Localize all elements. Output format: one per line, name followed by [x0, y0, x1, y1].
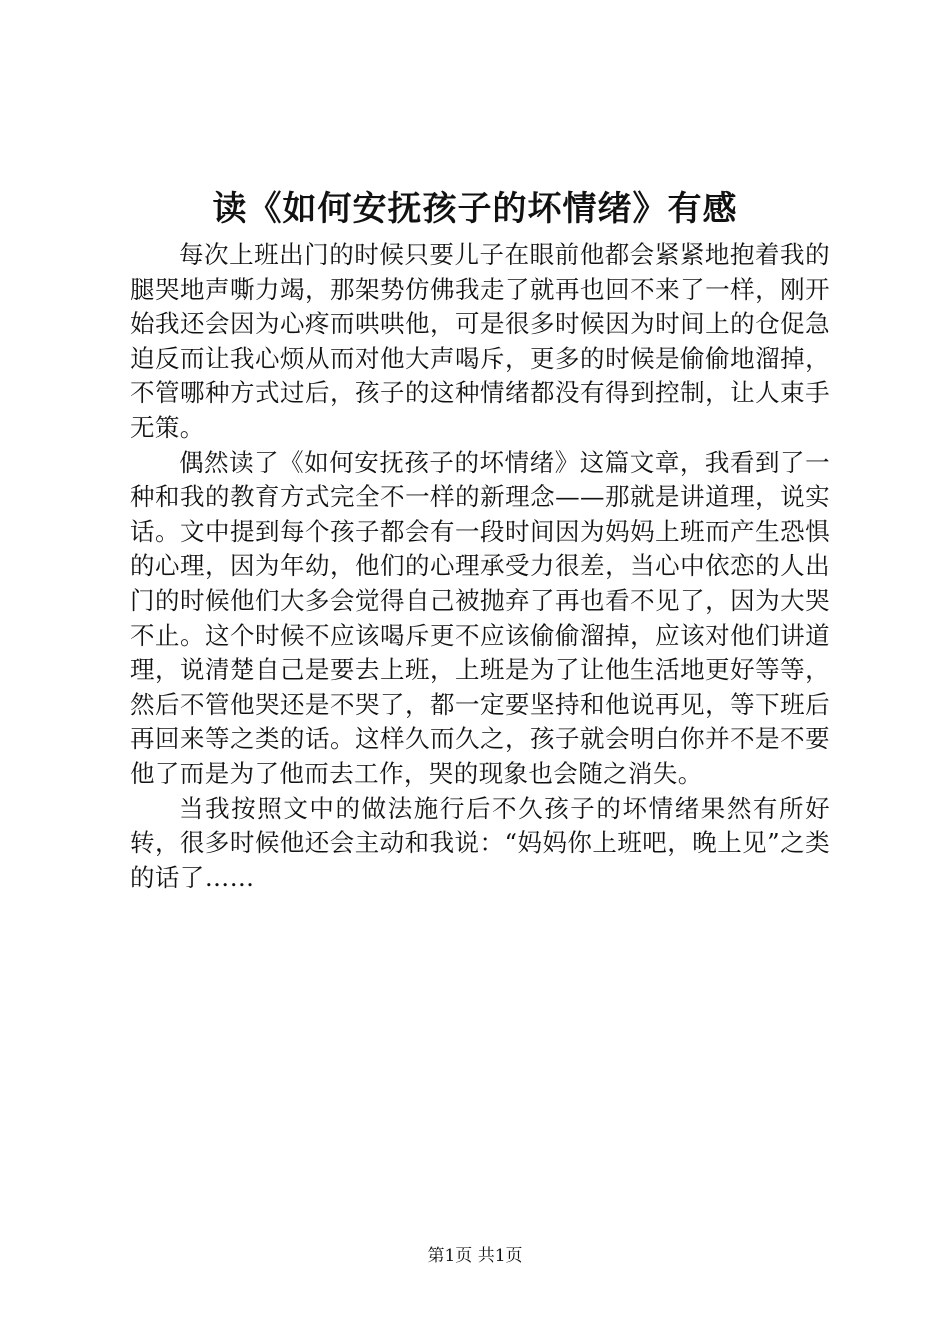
paragraph-1: 每次上班出门的时候只要儿子在眼前他都会紧紧地抱着我的腿哭地声嘶力竭，那架势仿佛我走了就再也回不来了一样，刚开始我还会因为心疼而哄哄他，可是很多时候因为时间上的仓促急迫反而让我心烦从而对他大声喝斥，更多的时候是偷偷地溜掉，不管哪种方式过后，孩子的这种情绪都没有得到控制，让人束手无策。 — [130, 240, 830, 442]
page-footer: 第1页 共1页 — [427, 1246, 523, 1266]
paragraph-2: 偶然读了《如何安抚孩子的坏情绪》这篇文章，我看到了一种和我的教育方式完全不一样的新理念——那就是讲道理，说实话。文中提到每个孩子都会有一段时间因为妈妈上班而产生恐惧的心理，因为年幼，他们的心理承受力很差，当心中依恋的人出门的时候他们大多会觉得自己被抛弃了再也看不见了，因为大哭不止。这个时候不应该喝斥更不应该偷偷溜掉，应该对他们讲道理，说清楚自己是要去上班，上班是为了让他生活地更好等等，然后不管他哭还是不哭了，都一定要坚持和他说再见，等下班后再回来等之类的话。这样久而久之，孩子就会明白你并不是不要他了而是为了他而去工作，哭的现象也会随之消失。 — [130, 447, 830, 788]
document-body — [130, 238, 830, 895]
document-title: 读《如何安抚孩子的坏情绪》有感 — [212, 189, 738, 229]
paragraph-3: 当我按照文中的做法施行后不久孩子的坏情绪果然有所好转，很多时候他还会主动和我说：“妈妈你上班吧，晚上见”之类的话了…… — [130, 793, 830, 892]
